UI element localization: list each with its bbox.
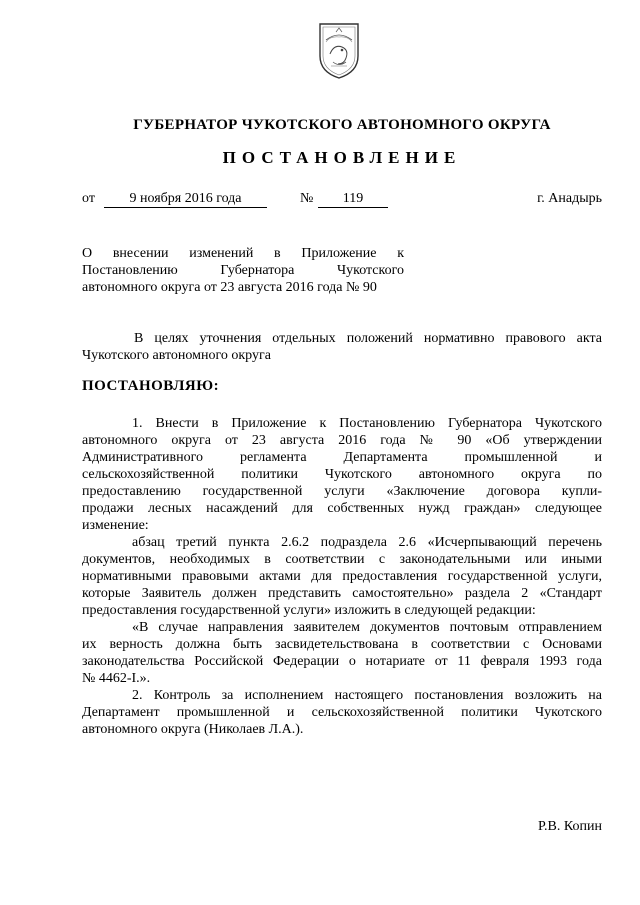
body-line: предоставлению государственной услуги «Заключение договора купли- <box>82 484 602 499</box>
body-line: нормативными правовыми актами для предоставления государственной услуги, <box>82 569 602 584</box>
date-prefix: от <box>82 191 95 206</box>
body-line: 2. Контроль за исполнением настоящего постановления возложить на <box>132 688 602 703</box>
number-prefix: № <box>300 191 314 206</box>
governor-title: ГУБЕРНАТОР ЧУКОТСКОГО АВТОНОМНОГО ОКРУГА <box>133 117 551 133</box>
decree-number: 119 <box>318 191 388 208</box>
subject-line: О внесении изменений в Приложение к <box>82 246 404 261</box>
body-line: сельскохозяйственной политики Чукотского автономного округа по <box>82 467 602 482</box>
body-line: которые Заявитель должен представить самостоятельно» раздела 2 «Стандарт <box>82 586 602 601</box>
body-line: Департамент промышленной и сельскохозяйственной политики Чукотского <box>82 705 602 720</box>
coat-of-arms-icon <box>316 20 362 82</box>
body-line: автономного округа (Николаев Л.А.). <box>82 722 304 737</box>
preamble-line: В целях уточнения отдельных положений нормативно правового акта <box>134 331 602 346</box>
body-line: документов, необходимых в соответствии с законодательными или иными <box>82 552 602 567</box>
body-line: абзац третий пункта 2.6.2 подраздела 2.6 «Исчерпывающий перечень <box>132 535 602 550</box>
decree-meta <box>82 191 602 211</box>
body-line: предоставления государственной услуги» изложить в следующей редакции: <box>82 603 536 618</box>
decree-subject <box>82 245 404 296</box>
body-line: продажи лесных насаждений для собственных нужд граждан» следующее <box>82 501 602 516</box>
resolve-heading: ПОСТАНОВЛЯЮ: <box>82 378 220 394</box>
body-line: их верность должна быть засвидетельствована в соответствии с Основами <box>82 637 602 652</box>
body-line: законодательства Российской Федерации о нотариате от 11 февраля 1993 года <box>82 654 602 669</box>
preamble-line: Чукотского автономного округа <box>82 348 271 363</box>
body-line: Административного регламента Департамента промышленной и <box>82 450 602 465</box>
signatory-name: Р.В. Копин <box>538 819 602 834</box>
subject-line: Постановлению Губернатора Чукотского <box>82 263 404 278</box>
body-line: автономного округа от 23 августа 2016 года № 90 «Об утверждении <box>82 433 602 448</box>
decree-title: ПОСТАНОВЛЕНИЕ <box>222 148 462 167</box>
city: г. Анадырь <box>537 191 602 206</box>
preamble <box>82 330 602 364</box>
body-line: изменение: <box>82 518 149 533</box>
body-line: № 4462-I.». <box>82 671 151 686</box>
body-line: «В случае направления заявителем документов почтовым отправлением <box>132 620 602 635</box>
subject-line: автономного округа от 23 августа 2016 года № 90 <box>82 280 377 295</box>
body-line: 1. Внести в Приложение к Постановлению Губернатора Чукотского <box>132 416 602 431</box>
decree-body <box>82 415 602 738</box>
decree-date: 9 ноября 2016 года <box>104 191 267 208</box>
